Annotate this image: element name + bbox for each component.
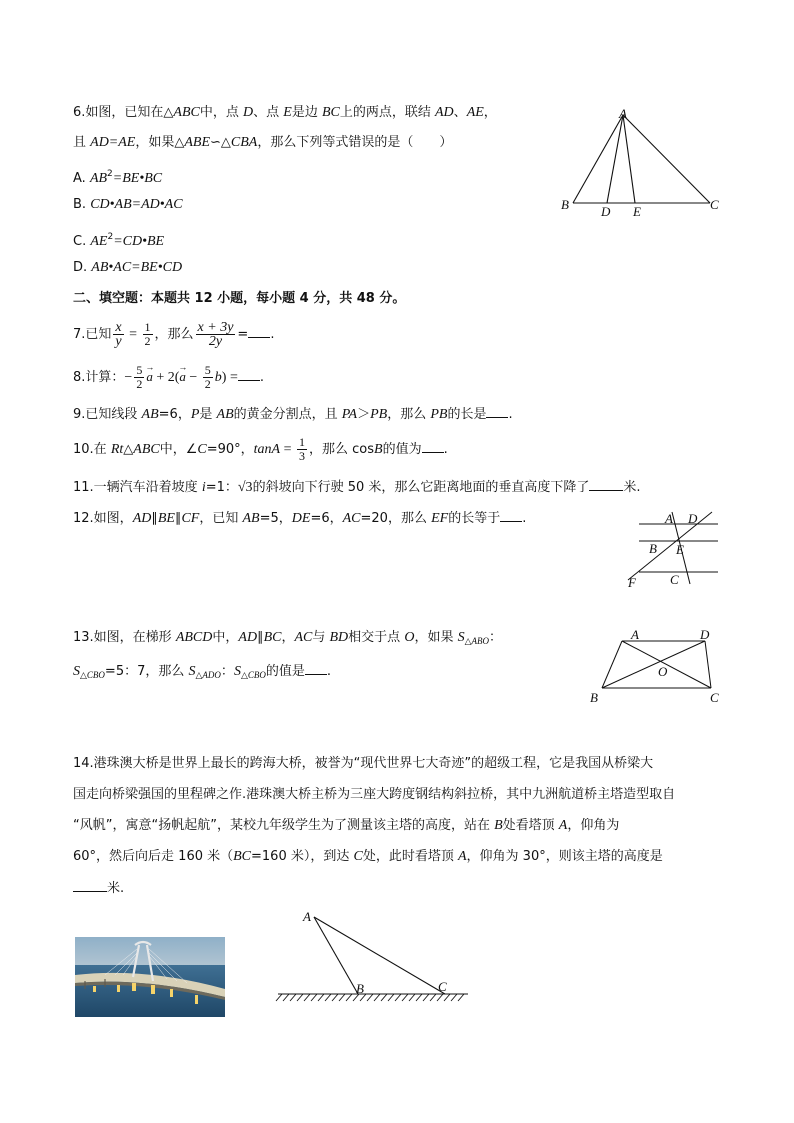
answer-blank [305,662,327,675]
ground-hatch-mark [297,994,303,1001]
ground-hatch-mark [304,994,310,1001]
ground-hatch-mark [388,994,394,1001]
answer-blank [422,440,444,453]
q6-triangle-figure [555,105,730,220]
ground-hatch-mark [409,994,415,1001]
q6-label-c: C [710,197,719,212]
ground-hatch-mark [402,994,408,1001]
q11-line: 11.一辆汽车沿着坡度 i=1：√3的斜坡向下行驶 50 米，那么它距离地面的垂直高度下降了 米. [73,480,641,495]
q14-label-b: B [356,981,364,996]
q12-label-a: A [665,511,673,526]
ground-hatch-mark [367,994,373,1001]
q14-elevation-figure [270,905,480,1005]
q13-label-d: D [700,627,710,642]
q13-trapezoid-figure [585,625,725,707]
q14-label-a: A [303,909,311,924]
q14-line2: 国走向桥梁强国的里程碑之作.港珠澳大桥主桥为三座大跨度钢结构斜拉桥，其中九洲航道桥主塔造型取自 [73,787,676,802]
q13-label-c: C [710,690,719,705]
ground-hatch-mark [423,994,429,1001]
q13-label-a: A [631,627,639,642]
q6-line1: 6.如图，已知在△ABC中，点 D、点 E是边 BC上的两点，联结 AD、AE， [73,105,497,120]
ground-hatch-mark [325,994,331,1001]
q13-label-b: B [590,690,598,705]
section-heading: 二、填空题：本题共 12 小题，每小题 4 分，共 48 分。 [73,291,406,306]
q14-line5: 米. [73,879,124,898]
q12-label-e: E [676,542,684,557]
ground-hatch-mark [283,994,289,1001]
ground-hatch-mark [395,994,401,1001]
ground-hatch-mark [311,994,317,1001]
q13-label-o: O [658,664,668,679]
q6-label-e: E [633,204,641,219]
q12-label-f: F [628,575,636,590]
ground-hatch-mark [339,994,345,1001]
answer-blank [589,478,623,491]
ground-hatch-mark [276,994,282,1001]
answer-blank [73,879,107,892]
q14-line4: 60°，然后向后走 160 米（BC=160 米），到达 C处，此时看塔顶 A，仰角为 30°，则该主塔的高度是 [73,849,663,864]
q6-option-a: A. $AB^2=BE•BC$ [73,169,163,186]
q13-line1: 13.如图，在梯形 ABCD中，AD∥BC，AC与 BD相交于点 O，如果 $S_{\triangle ABO}$： [73,630,503,646]
q12-parallel-lines-figure [620,508,725,593]
ground-hatch-mark [381,994,387,1001]
answer-blank [486,405,508,418]
ground-hatch-mark [437,994,443,1001]
ground-hatch-mark [332,994,338,1001]
q6-label-d: D [601,204,611,219]
q9-line: 9.已知线段 AB=6，P是 AB的黄金分割点，且 PA＞PB，那么 PB的长是 . [73,407,513,422]
q6-option-d: D. AB•AC=BE•CD [73,260,183,275]
q7-line: 7.已知 $\frac{x}{y}$ = $\frac{1}{2}$ ，那么 $\frac{x + 3y}{2y}$ = . [73,320,275,349]
ground-hatch-mark [444,994,450,1001]
ground-hatch-mark [416,994,422,1001]
ground-hatch-mark [430,994,436,1001]
q6-label-b: B [561,197,569,212]
answer-blank [500,509,522,522]
q6-line2: 且 AD=AE，如果△ABE∽△CBA，那么下列等式错误的是（ ） [73,135,453,150]
ground-hatch-mark [451,994,457,1001]
q10-line: 10.在 Rt△ABC中，∠C=90°，tanA = $\frac{1}{3}$ ，那么 cosB的值为 . [73,435,448,463]
bridge-photo [75,937,225,1017]
q14-line1: 14.港珠澳大桥是世界上最长的跨海大桥，被誉为“现代世界七大奇迹”的超级工程，它是我国从桥梁大 [73,756,654,771]
q13-line2: $S_{\triangle CBO}=5$：7，那么 $S_{\triangle ADO}$：$S_{\triangle CBO}$的值是 . [73,664,332,680]
q12-label-d: D [688,511,698,526]
q12-label-b: B [649,541,657,556]
ground-hatch-mark [458,994,464,1001]
answer-blank [238,368,260,381]
ground-hatch-mark [290,994,296,1001]
q6-option-b: B. CD•AB=AD•AC [73,197,183,212]
q12-line: 12.如图，AD∥BE∥CF，已知 AB=5，DE=6，AC=20，那么 EF的长等于 . [73,511,527,526]
q14-label-c: C [438,979,447,994]
ground-hatch-mark [318,994,324,1001]
q6-label-a: A [619,106,627,121]
q6-option-c: C. $AE^2=CD•BE$ [73,232,165,249]
ground-hatch-mark [374,994,380,1001]
answer-blank [248,325,270,338]
q8-line: 8.计算：− $\frac{5}{2}$ → a + 2(→ a − $\frac{5}{2}$ b) = . [73,362,264,393]
q14-line3: “风帆”，寓意“扬帆起航”，某校九年级学生为了测量该主塔的高度，站在 B处看塔顶 A，仰角为 [73,818,620,833]
q12-label-c: C [670,572,679,587]
ground-hatch-mark [346,994,352,1001]
